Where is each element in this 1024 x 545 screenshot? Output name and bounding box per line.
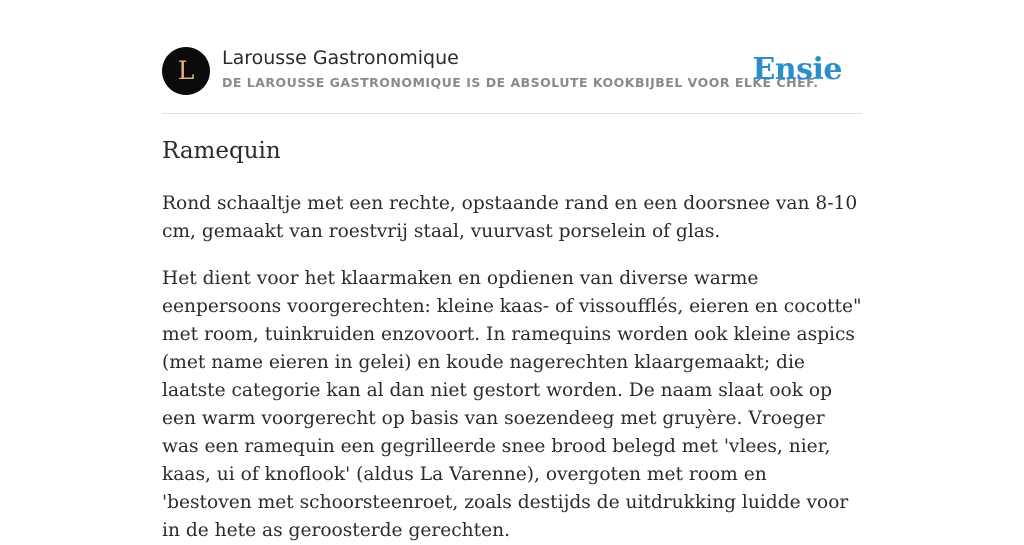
header — [162, 46, 862, 114]
entry-paragraph-1: Rond schaaltje met een rechte, opstaande rand en een doorsnee van 8-10 cm, gemaakt van roestvrij staal, vuurvast porselein of glas. — [162, 193, 858, 242]
ensie-logo-link[interactable]: Ensie — [752, 52, 842, 87]
source-avatar[interactable]: L — [162, 47, 210, 95]
entry-paragraph-2: Het dient voor het klaarmaken en opdienen van diverse warme eenpersoons voorgerechten: kleine kaas- of vissoufflés, eieren en cocotte" met room, tuinkruiden enzovoort. In ramequins worden ook kleine aspics (met name eieren in gelei) en koude nagerechten klaargemaakt; die laatste categorie kan al dan niet gestort worden. De naam slaat ook op een warm voorgerecht op basis van soezendeeg met gruyère. Vroeger was een ramequin een gegrilleerde snee brood belegd met 'vlees, nier, kaas, ui of knoflook' (aldus La Varenne), overgoten met room en 'bestoven met schoorsteenroet, zoals destijds de uitdrukking luidde voor in de hete as geroosterde gerechten. — [162, 268, 862, 541]
entry-title: Ramequin — [162, 138, 281, 164]
source-title[interactable]: Larousse Gastronomique — [222, 47, 459, 69]
source-subtitle: DE LAROUSSE GASTRONOMIQUE IS DE ABSOLUTE KOOKBIJBEL VOOR ELKE CHEF. — [222, 75, 819, 90]
